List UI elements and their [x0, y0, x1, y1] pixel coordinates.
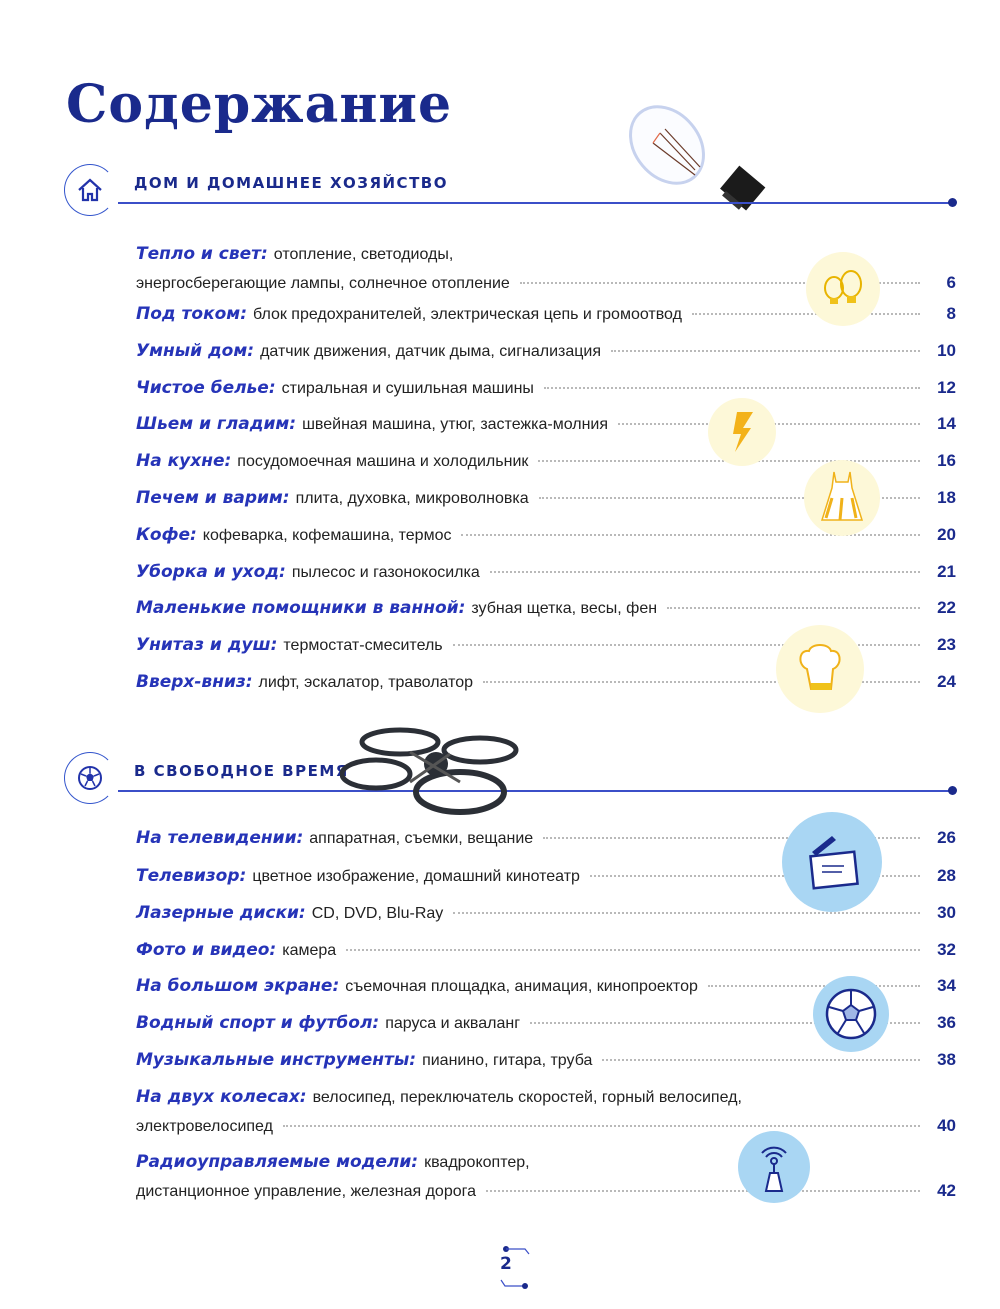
entry-description: стиральная и сушильная машины — [281, 380, 534, 397]
section-header-home — [60, 158, 960, 218]
entry-title: Водный спорт и футбол: — [136, 1013, 380, 1033]
entry-title: Радиоуправляемые модели: — [136, 1152, 419, 1172]
toc-entry-line — [136, 1085, 956, 1110]
soccer-ball-badge — [813, 976, 889, 1052]
entry-description-cont: электровелосипед — [136, 1118, 273, 1135]
section-title: В СВОБОДНОЕ ВРЕМЯ — [134, 762, 349, 780]
entry-description: зубная щетка, весы, фен — [471, 600, 658, 617]
toc-entry[interactable] — [136, 339, 956, 364]
entry-page-number[interactable]: 14 — [937, 414, 956, 433]
toc-entry-line — [136, 376, 956, 401]
toc-entry[interactable] — [136, 596, 956, 621]
entry-description: съемочная площадка, анимация, кинопроектор — [345, 978, 698, 995]
entry-description: кофеварка, кофемашина, термос — [202, 527, 452, 544]
entry-description: пылесос и газонокосилка — [291, 564, 480, 581]
entry-page-number[interactable]: 40 — [937, 1116, 956, 1135]
soccer-ball-icon — [76, 764, 104, 792]
entry-page-number[interactable]: 32 — [937, 940, 956, 959]
entry-description: блок предохранителей, электрическая цепь и громоотвод — [253, 306, 682, 323]
entry-page-number[interactable]: 38 — [937, 1050, 956, 1069]
dot-leader — [544, 387, 920, 389]
section-icon-frame — [64, 752, 116, 804]
entry-title: Под током: — [136, 304, 247, 324]
dot-leader — [346, 949, 920, 951]
toc-entry-line — [136, 560, 956, 585]
radio-antenna-badge — [738, 1131, 810, 1203]
entry-page-number[interactable]: 12 — [937, 378, 956, 397]
toc-entry-line — [136, 1150, 956, 1175]
dress-badge — [804, 460, 880, 536]
toc-entry-line — [136, 1114, 956, 1139]
entry-page-number[interactable]: 42 — [937, 1181, 956, 1200]
dot-leader — [486, 1190, 920, 1192]
dress-icon — [820, 468, 864, 528]
toc-entry[interactable] — [136, 376, 956, 401]
entry-page-number[interactable]: 21 — [937, 562, 956, 581]
entry-description: лифт, эскалатор, траволатор — [258, 674, 474, 691]
entry-page-number[interactable]: 30 — [937, 903, 956, 922]
entry-description: отопление, светодиоды, — [273, 246, 454, 263]
entry-page-number[interactable]: 24 — [937, 672, 956, 691]
entry-description: CD, DVD, Blu-Ray — [311, 905, 444, 922]
entry-title: На большом экране: — [136, 976, 340, 996]
chef-hat-badge — [776, 625, 864, 713]
entry-description: посудомоечная машина и холодильник — [237, 453, 529, 470]
entry-description-cont: дистанционное управление, железная дорога — [136, 1183, 477, 1200]
rule-end-dot — [948, 198, 957, 207]
entry-description: цветное изображение, домашний кинотеатр — [252, 868, 580, 885]
dot-leader — [692, 313, 920, 315]
soccer-ball-icon — [824, 987, 878, 1041]
entry-description: швейная машина, утюг, застежка-молния — [302, 416, 609, 433]
toc-entry[interactable] — [136, 1150, 956, 1204]
entry-page-number[interactable]: 10 — [937, 341, 956, 360]
section-rule — [118, 202, 950, 204]
light-bulbs-icon — [816, 264, 870, 314]
entry-title: Кофе: — [136, 525, 197, 545]
entry-page-number[interactable]: 28 — [937, 866, 956, 885]
entry-page-number[interactable]: 34 — [937, 976, 956, 995]
toc-entry-line — [136, 412, 956, 437]
dot-leader — [453, 912, 920, 914]
page-title: Содержание — [66, 74, 453, 135]
entry-title: Унитаз и душ: — [136, 635, 278, 655]
entry-description: пианино, гитара, труба — [422, 1052, 593, 1069]
entry-description: датчик движения, датчик дыма, сигнализация — [260, 343, 602, 360]
entry-title: Вверх-вниз: — [136, 672, 253, 692]
entry-title: Умный дом: — [136, 341, 255, 361]
entry-page-number[interactable]: 18 — [937, 488, 956, 507]
toc-entry-line — [136, 1179, 956, 1204]
section-title: ДОМ И ДОМАШНЕЕ ХОЗЯЙСТВО — [134, 174, 448, 192]
entry-page-number[interactable]: 20 — [937, 525, 956, 544]
toc-entry[interactable] — [136, 1085, 956, 1139]
rule-end-dot — [948, 786, 957, 795]
house-icon — [76, 176, 104, 204]
toc-entry[interactable] — [136, 1048, 956, 1073]
entry-page-number[interactable]: 8 — [946, 304, 956, 323]
page-number: 2 — [500, 1254, 512, 1274]
entry-title: Музыкальные инструменты: — [136, 1050, 417, 1070]
entry-title: Телевизор: — [136, 866, 247, 886]
entry-title: На кухне: — [136, 451, 232, 471]
entry-title: Уборка и уход: — [136, 562, 286, 582]
section-icon-frame — [64, 164, 116, 216]
section-rule — [118, 790, 950, 792]
dot-leader — [611, 350, 920, 352]
toc-entry-line — [136, 1048, 956, 1073]
entry-title: Фото и видео: — [136, 940, 277, 960]
clapperboard-badge — [782, 812, 882, 912]
chef-hat-icon — [795, 641, 845, 697]
entry-description: камера — [282, 942, 337, 959]
entry-title: Чистое белье: — [136, 378, 276, 398]
entry-description: аппаратная, съемки, вещание — [309, 830, 534, 847]
toc-entry-line — [136, 339, 956, 364]
radio-antenna-icon — [754, 1141, 794, 1193]
drone-illustration — [340, 722, 530, 822]
toc-entry-line — [136, 596, 956, 621]
toc-entry-line — [136, 938, 956, 963]
entry-title: Печем и варим: — [136, 488, 290, 508]
dot-leader — [490, 571, 920, 573]
entry-page-number[interactable]: 36 — [937, 1013, 956, 1032]
entry-description: плита, духовка, микроволновка — [295, 490, 529, 507]
entry-description-cont: энергосберегающие лампы, солнечное отопление — [136, 275, 510, 292]
lightning-badge — [708, 398, 776, 466]
dot-leader — [708, 985, 920, 987]
dot-leader — [602, 1059, 920, 1061]
entry-description: паруса и акваланг — [385, 1015, 521, 1032]
toc-entry[interactable] — [136, 560, 956, 585]
clapperboard-icon — [802, 832, 862, 892]
toc-entry[interactable] — [136, 938, 956, 963]
entry-page-number[interactable]: 22 — [937, 598, 956, 617]
dot-leader — [283, 1125, 920, 1127]
entry-title: Лазерные диски: — [136, 903, 306, 923]
dot-leader — [667, 607, 920, 609]
entry-description: велосипед, переключатель скоростей, горный велосипед, — [312, 1089, 742, 1106]
entry-title: На двух колесах: — [136, 1087, 307, 1107]
entry-title: На телевидении: — [136, 828, 304, 848]
light-bulbs-badge — [806, 252, 880, 326]
lightning-icon — [727, 410, 757, 454]
toc-entry[interactable] — [136, 412, 956, 437]
entry-title: Тепло и свет: — [136, 244, 268, 264]
entry-title: Шьем и гладим: — [136, 414, 297, 434]
entry-page-number[interactable]: 23 — [937, 635, 956, 654]
entry-page-number[interactable]: 16 — [937, 451, 956, 470]
entry-description: квадрокоптер, — [424, 1154, 530, 1171]
entry-title: Маленькие помощники в ванной: — [136, 598, 466, 618]
entry-page-number[interactable]: 6 — [946, 273, 956, 292]
entry-page-number[interactable]: 26 — [937, 828, 956, 847]
entry-description: термостат-смеситель — [283, 637, 443, 654]
